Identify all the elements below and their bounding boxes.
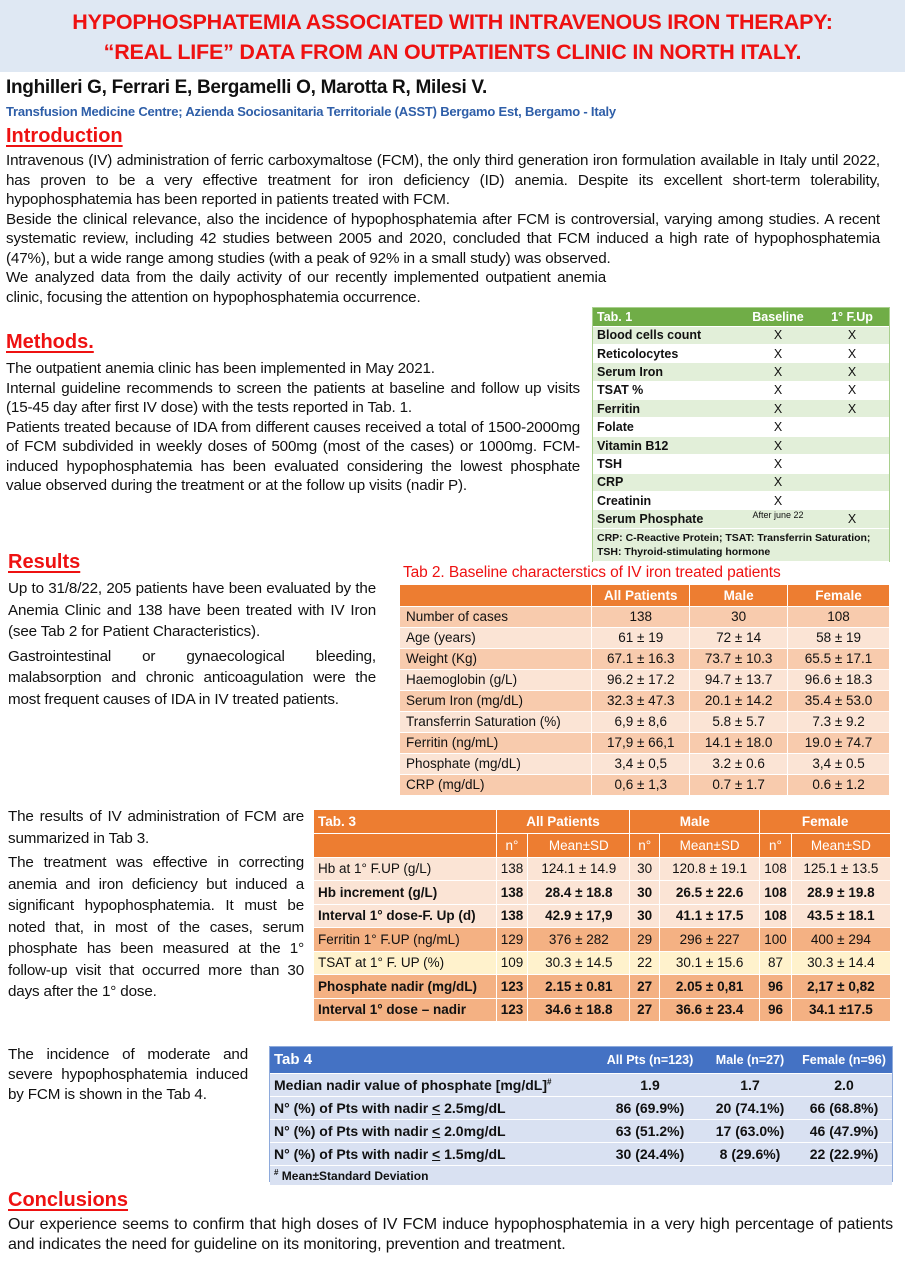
tab4-cell: 17 (63.0%) [704, 1119, 796, 1142]
tab4-cell: 20 (74.1%) [704, 1096, 796, 1119]
tab1-test: CRP [593, 473, 741, 491]
results-body-1 [8, 578, 376, 710]
results-paragraph-4: The treatment was effective in correcting anemia and iron deficiency but induced a significant hypophosphatemia. It must be noted that, in most of the cases, serum phosphate has been measured at the 1° follow-up visit that occurred more than 30 days after the 1° dose. [8, 854, 304, 1000]
title-line-2: “REAL LIFE” DATA FROM AN OUTPATIENTS CLINIC IN NORTH ITALY. [103, 40, 802, 64]
tab1-baseline-cell: X [741, 381, 815, 399]
tab3-header-row [314, 810, 891, 834]
tab4-label [270, 1142, 596, 1165]
tab1-baseline-cell: X [741, 455, 815, 473]
tab2-cell: 0.6 ± 1.2 [788, 774, 890, 795]
conclusions-heading: Conclusions [8, 1189, 129, 1211]
methods-body [6, 359, 580, 496]
tab4-label-suffix: 2.5mg/dL [440, 1099, 506, 1116]
tab3-cell: 22 [630, 951, 660, 975]
tab2-cell: 20.1 ± 14.2 [690, 690, 788, 711]
tab2-label: CRP (mg/dL) [400, 774, 592, 795]
tab2-cell: 6,9 ± 8,6 [592, 711, 690, 732]
tab2-label: Serum Iron (mg/dL) [400, 690, 592, 711]
tab2-cell: 72 ± 14 [690, 627, 788, 648]
table-row [270, 1142, 892, 1165]
title-banner [0, 0, 905, 72]
tab3-cell: 2.15 ± 0.81 [528, 975, 630, 999]
tab2-label: Phosphate (mg/dL) [400, 753, 592, 774]
tab1-test: Vitamin B12 [593, 436, 741, 454]
tab4-col-all: All Pts (n=123) [596, 1047, 704, 1073]
tab3-cell: 124.1 ± 14.9 [528, 857, 630, 881]
table-row [314, 975, 891, 999]
tab3-cell: 28.4 ± 18.8 [528, 881, 630, 905]
table-row [270, 1096, 892, 1119]
tab2-label: Ferritin (ng/mL) [400, 732, 592, 753]
tab3-label: Ferritin 1° F.UP (ng/mL) [314, 928, 496, 952]
table-row [593, 363, 889, 381]
tab3-cell: 108 [760, 881, 792, 905]
tab3-label: Hb at 1° F.UP (g/L) [314, 857, 496, 881]
table-row [593, 473, 889, 491]
tab2-label: Haemoglobin (g/L) [400, 669, 592, 690]
tab1-followup-cell: X [815, 363, 889, 381]
tab3-cell: 34.6 ± 18.8 [528, 998, 630, 1022]
results-paragraph-1: Up to 31/8/22, 205 patients have been evaluated by the Anemia Clinic and 138 have been treated with IV Iron (see Tab 2 for Patient Characteristics). [8, 580, 376, 640]
tab3-cell: 27 [630, 975, 660, 999]
tab1-title: Tab. 1 [593, 308, 741, 326]
tab2-cell: 14.1 ± 18.0 [690, 732, 788, 753]
tab1-table [593, 308, 889, 562]
tab1-test: Creatinin [593, 492, 741, 510]
tab3-cell: 30 [630, 857, 660, 881]
table-row [270, 1073, 892, 1096]
tab4-label-suffix: 1.5mg/dL [440, 1145, 506, 1162]
tab2-label: Age (years) [400, 627, 592, 648]
tab3-cell: 376 ± 282 [528, 928, 630, 952]
tab1-followup-cell: X [815, 344, 889, 362]
tab4-label [270, 1096, 596, 1119]
tab1-followup-cell [815, 418, 889, 436]
table-row [593, 436, 889, 454]
affiliation: Transfusion Medicine Centre; Azienda Sociosanitaria Territoriale (ASST) Bergamo Est, Bergamo - Italy [6, 104, 616, 119]
tab4-le-symbol: < [432, 1122, 441, 1139]
introduction-heading: Introduction [6, 125, 123, 147]
table-row [314, 881, 891, 905]
tab2-cell: 7.3 ± 9.2 [788, 711, 890, 732]
tab3-label: Interval 1° dose-F. Up (d) [314, 904, 496, 928]
tab2-col-male: Male [690, 585, 788, 606]
tab4-cell: 2.0 [796, 1073, 892, 1096]
methods-paragraph-2: Internal guideline recommends to screen the patients at baseline and follow up visits (15-45 day after first IV dose) with the tests reported in Tab. 1. [6, 379, 580, 416]
tab3-cell: 138 [496, 904, 528, 928]
tab4-median-label [270, 1073, 596, 1096]
tab4-cell: 22 (22.9%) [796, 1142, 892, 1165]
tab4-label-suffix: 2.0mg/dL [440, 1122, 506, 1139]
table-row [593, 455, 889, 473]
tab3-cell: 2.05 ± 0,81 [660, 975, 760, 999]
tab1-baseline-cell: X [741, 418, 815, 436]
tab1-baseline-cell: X [741, 326, 815, 344]
tab3-cell: 108 [760, 857, 792, 881]
tab1-baseline-cell: X [741, 363, 815, 381]
tab3-cell: 87 [760, 951, 792, 975]
tab1-header-row [593, 308, 889, 326]
tab2-cell: 17,9 ± 66,1 [592, 732, 690, 753]
tab1-col-followup: 1° F.Up [815, 308, 889, 326]
tab2-cell: 5.8 ± 5.7 [690, 711, 788, 732]
methods-paragraph-1: The outpatient anemia clinic has been implemented in May 2021. [6, 360, 435, 377]
tab3-cell: 30.3 ± 14.5 [528, 951, 630, 975]
tab1-baseline-cell: X [741, 473, 815, 491]
tab3-label: Interval 1° dose – nadir [314, 998, 496, 1022]
tab3-cell: 123 [496, 975, 528, 999]
intro-paragraph-1: Intravenous (IV) administration of ferric carboxymaltose (FCM), the only third generation iron formulation available in Italy until 2022, has proven to be a very effective treatment for iron deficiency (ID) anemia. Despite its excellent short-term tolerability, hypophosphatemia has been reported in patients treated with FCM. [6, 152, 880, 208]
tab3-cell: 138 [496, 857, 528, 881]
table-row [314, 904, 891, 928]
tab3-cell: 120.8 ± 19.1 [660, 857, 760, 881]
tab4-table [270, 1047, 892, 1186]
tab1-followup-cell [815, 436, 889, 454]
tab4-col-female: Female (n=96) [796, 1047, 892, 1073]
tab2-label: Weight (Kg) [400, 648, 592, 669]
tab3-group-male: Male [630, 810, 760, 834]
tab3-subheader-row [314, 834, 891, 858]
tab4-footnote-sup: # [274, 1167, 279, 1177]
tab1-baseline-cell: After june 22 [741, 510, 815, 528]
tab1-test: Reticolocytes [593, 344, 741, 362]
table-row [400, 648, 890, 669]
tab4-footnote-row [270, 1165, 892, 1185]
intro-paragraph-2: Beside the clinical relevance, also the incidence of hypophosphatemia after FCM is controversial, varying among studies. A recent systematic review, including 42 studies between 2005 and 2020, concluded that FCM induced a high rate of hypophosphatemia (47%), but a wide range among studies (with a peak of 92% in a small study) was observed. [6, 210, 880, 267]
table-row [400, 732, 890, 753]
tab3-subheader-n: n° [630, 834, 660, 858]
table-row [314, 857, 891, 881]
tab4-header-row [270, 1047, 892, 1073]
tab4-le-symbol: < [432, 1099, 441, 1116]
tab4-label-prefix: N° (%) of Pts with nadir [274, 1099, 433, 1116]
tab3-cell: 109 [496, 951, 528, 975]
tab1-test: Serum Phosphate [593, 510, 741, 528]
tab3-cell: 30.1 ± 15.6 [660, 951, 760, 975]
tab1-baseline-cell: X [741, 344, 815, 362]
tab2-cell: 3.2 ± 0.6 [690, 753, 788, 774]
tab2-title: Tab 2. Baseline characterstics of IV iron treated patients [403, 564, 781, 581]
tab3-cell: 30 [630, 881, 660, 905]
table-row [593, 344, 889, 362]
tab1-footnote-row [593, 528, 889, 561]
tab4-median-label-text: Median nadir value of phosphate [mg/dL] [274, 1076, 548, 1093]
tab3-cell: 34.1 ±17.5 [791, 998, 890, 1022]
table-row [400, 711, 890, 732]
tab1-footnote: CRP: C-Reactive Protein; TSAT: Transferrin Saturation; TSH: Thyroid-stimulating hormone [593, 528, 889, 561]
tab4-le-symbol: < [432, 1145, 441, 1162]
tab3-cell: 96 [760, 998, 792, 1022]
table-row [400, 669, 890, 690]
tab3-label: Hb increment (g/L) [314, 881, 496, 905]
tab3-subheader-n: n° [760, 834, 792, 858]
tab4-cell: 1.7 [704, 1073, 796, 1096]
tab2-label: Number of cases [400, 606, 592, 627]
tab2-cell: 94.7 ± 13.7 [690, 669, 788, 690]
tab1-followup-cell: X [815, 510, 889, 528]
results-paragraph-3: The results of IV administration of FCM are summarized in Tab 3. [8, 808, 304, 847]
tab3-subheader-mean: Mean±SD [528, 834, 630, 858]
tab1-test: Blood cells count [593, 326, 741, 344]
tab1-test: Ferritin [593, 400, 741, 418]
tab4-footnote-text: Mean±Standard Deviation [278, 1168, 429, 1183]
tab3-cell: 2,17 ± 0,82 [791, 975, 890, 999]
tab4-cell: 86 (69.9%) [596, 1096, 704, 1119]
tab4-cell: 30 (24.4%) [596, 1142, 704, 1165]
tab1-baseline-cell: X [741, 436, 815, 454]
table-row [593, 492, 889, 510]
tab3-cell: 30.3 ± 14.4 [791, 951, 890, 975]
table-row [400, 753, 890, 774]
tab4-cell: 46 (47.9%) [796, 1119, 892, 1142]
tab2-cell: 96.6 ± 18.3 [788, 669, 890, 690]
title-line-1: HYPOPHOSPHATEMIA ASSOCIATED WITH INTRAVENOUS IRON THERAPY: [72, 10, 833, 34]
tab3-cell: 28.9 ± 19.8 [791, 881, 890, 905]
tab1-followup-cell: X [815, 400, 889, 418]
tab1-test: TSH [593, 455, 741, 473]
tab3-label: TSAT at 1° F. UP (%) [314, 951, 496, 975]
table-row [314, 928, 891, 952]
tab2-col-female: Female [788, 585, 890, 606]
authors: Inghilleri G, Ferrari E, Bergamelli O, Marotta R, Milesi V. [6, 77, 488, 98]
tab3-cell: 41.1 ± 17.5 [660, 904, 760, 928]
tab2-header-row [400, 585, 890, 606]
tab3-cell: 125.1 ± 13.5 [791, 857, 890, 881]
tab2-cell: 73.7 ± 10.3 [690, 648, 788, 669]
tab4-cell: 8 (29.6%) [704, 1142, 796, 1165]
tab3-subheader-mean: Mean±SD [791, 834, 890, 858]
tab1-followup-cell [815, 473, 889, 491]
tab4-cell: 1.9 [596, 1073, 704, 1096]
introduction-body [6, 151, 880, 307]
tab1-followup-cell [815, 455, 889, 473]
tab2-cell: 58 ± 19 [788, 627, 890, 648]
tab2-cell: 65.5 ± 17.1 [788, 648, 890, 669]
tab3-group-all: All Patients [496, 810, 630, 834]
table-row [400, 606, 890, 627]
tab3-label: Phosphate nadir (mg/dL) [314, 975, 496, 999]
tab2-cell: 138 [592, 606, 690, 627]
table-row [400, 690, 890, 711]
tab3-cell: 296 ± 227 [660, 928, 760, 952]
tab1-baseline-cell: X [741, 492, 815, 510]
tab3-group-female: Female [760, 810, 891, 834]
table-row [593, 326, 889, 344]
methods-heading: Methods. [6, 331, 94, 353]
tab1-followup-cell: X [815, 381, 889, 399]
tab1-test: Serum Iron [593, 363, 741, 381]
tab4-footnote [270, 1165, 892, 1185]
table-row [593, 510, 889, 528]
tab1-baseline-cell: X [741, 400, 815, 418]
tab2-cell: 67.1 ± 16.3 [592, 648, 690, 669]
results-body-3 [8, 1045, 248, 1105]
tab1-test: Folate [593, 418, 741, 436]
tab3-title: Tab. 3 [314, 810, 496, 834]
tab3-cell: 123 [496, 998, 528, 1022]
table-row [314, 998, 891, 1022]
tab3-cell: 42.9 ± 17,9 [528, 904, 630, 928]
table-row [400, 774, 890, 795]
tab4-label [270, 1119, 596, 1142]
table-row [314, 951, 891, 975]
tab4-title: Tab 4 [270, 1047, 596, 1073]
tab2-cell: 0,6 ± 1,3 [592, 774, 690, 795]
tab1-followup-cell: X [815, 326, 889, 344]
table-row [400, 627, 890, 648]
tab2-col-all: All Patients [592, 585, 690, 606]
conclusions-body: Our experience seems to confirm that high doses of IV FCM induce hypophosphatemia in a very high percentage of patients and indicates the need for guideline on its monitoring, prevention and treatment. [8, 1216, 893, 1253]
tab2-col-blank [400, 585, 592, 606]
table-row [270, 1119, 892, 1142]
tab3-table [314, 810, 891, 1022]
tab2-cell: 35.4 ± 53.0 [788, 690, 890, 711]
table-row [593, 418, 889, 436]
tab3-cell: 30 [630, 904, 660, 928]
tab3-subheader-mean: Mean±SD [660, 834, 760, 858]
tab2-cell: 32.3 ± 47.3 [592, 690, 690, 711]
tab2-cell: 30 [690, 606, 788, 627]
tab4-median-sup: # [547, 1076, 552, 1086]
results-heading: Results [8, 551, 81, 573]
tab2-cell: 108 [788, 606, 890, 627]
results-paragraph-5: The incidence of moderate and severe hypophosphatemia induced by FCM is shown in the Tab 4. [8, 1046, 248, 1103]
tab1-followup-cell [815, 492, 889, 510]
tab4-cell: 66 (68.8%) [796, 1096, 892, 1119]
tab2-cell: 3,4 ± 0,5 [592, 753, 690, 774]
tab3-cell: 27 [630, 998, 660, 1022]
tab3-subheader-n: n° [496, 834, 528, 858]
tab3-cell: 96 [760, 975, 792, 999]
tab3-cell: 400 ± 294 [791, 928, 890, 952]
methods-paragraph-3: Patients treated because of IDA from different causes received a total of 1500-2000mg of FCM subdivided in weekly doses of 500mg (most of the cases) or 1000mg. FCM-induced hypophosphatemia has been evaluated considering the lowest phosphate value observed during the treatment or at the follow up visits (nadir P). [6, 418, 580, 494]
tab4-label-prefix: N° (%) of Pts with nadir [274, 1122, 433, 1139]
tab2-cell: 3,4 ± 0.5 [788, 753, 890, 774]
tab3-cell: 26.5 ± 22.6 [660, 881, 760, 905]
intro-paragraph-3: We analyzed data from the daily activity of our recently implemented outpatient anemia clinic, focusing the attention on hypophosphatemia occurrence. [6, 269, 606, 306]
tab2-label: Transferrin Saturation (%) [400, 711, 592, 732]
tab2-cell: 96.2 ± 17.2 [592, 669, 690, 690]
tab3-cell: 138 [496, 881, 528, 905]
tab3-cell: 108 [760, 904, 792, 928]
tab3-cell: 36.6 ± 23.4 [660, 998, 760, 1022]
tab4-cell: 63 (51.2%) [596, 1119, 704, 1142]
tab2-table [400, 585, 890, 796]
tab2-cell: 19.0 ± 74.7 [788, 732, 890, 753]
results-paragraph-2: Gastrointestinal or gynaecological bleeding, malabsorption and chronic anticoagulation were the most frequent causes of IDA in IV treated patients. [8, 647, 376, 708]
tab3-cell: 100 [760, 928, 792, 952]
table-row [593, 381, 889, 399]
tab2-cell: 0.7 ± 1.7 [690, 774, 788, 795]
table-row [593, 400, 889, 418]
tab4-label-prefix: N° (%) of Pts with nadir [274, 1145, 433, 1162]
tab3-cell: 129 [496, 928, 528, 952]
tab1-test: TSAT % [593, 381, 741, 399]
tab3-subheader-blank [314, 834, 496, 858]
tab4-col-male: Male (n=27) [704, 1047, 796, 1073]
tab2-cell: 61 ± 19 [592, 627, 690, 648]
tab3-cell: 29 [630, 928, 660, 952]
tab3-cell: 43.5 ± 18.1 [791, 904, 890, 928]
tab1-col-baseline: Baseline [741, 308, 815, 326]
results-body-2 [8, 806, 304, 1003]
